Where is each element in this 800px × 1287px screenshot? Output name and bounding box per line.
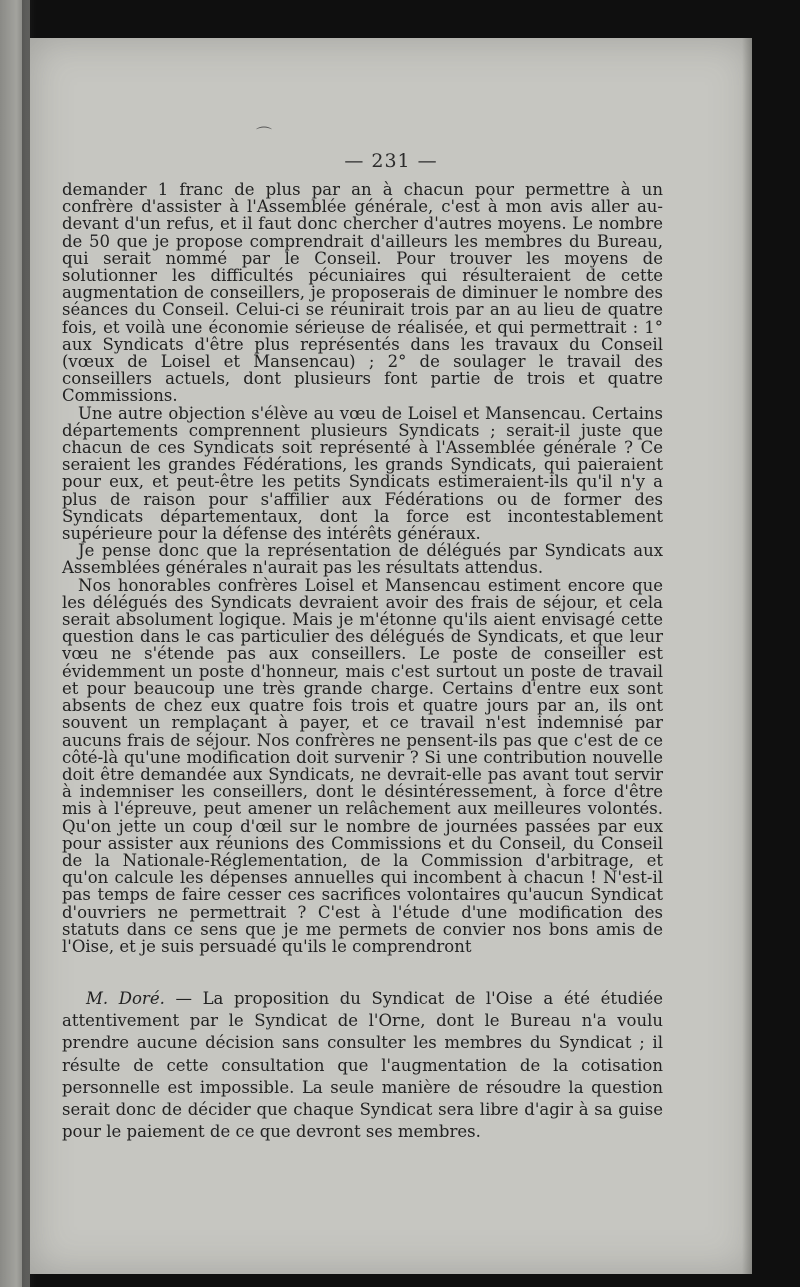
- dore-text: — La proposition du Syndicat de l'Oise a été étudiée attentivement par le Syndicat de l'Orne, dont le Bureau n'a voulu prendre aucune décision sans consulter les membres du Syndicat ; il résulte de cette consultation que l'augmentation de la cotisation personnelle est impossible. La seule manière de résoudre la question serait donc de décider que chaque Syndicat sera libre d'agir à sa guise pour le paiement de ce que devront ses membres.: [62, 989, 663, 1142]
- paragraph-frais-de-sejour: Nos honorables confrères Loisel et Mansencau estiment encore que les délégués des Syndicats devraient avoir des frais de séjour, et cela serait absolument logique. Mais je m'étonne qu'ils aient envisagé cette question dans le cas particulier des délégués de Syndicats, et que leur vœu ne s'étende pas aux conseillers. Le poste de conseiller est évidemment un poste d'honneur, mais c'est surtout un poste de travail et pour beaucoup une très grande charge. Certains d'entre eux sont absents de chez eux quatre fois trois et quatre jours par an, ils ont souvent un remplaçant à payer, et ce travail n'est indemnisé par aucuns frais de séjour. Nos confrères ne pensent-ils pas que c'est de ce côté-là qu'une modification doit survenir ? Si une contribution nouvelle doit être demandée aux Syndicats, ne devrait-elle pas avant tout servir à indemniser les conseillers, dont le désintéressement, à force d'être mis à l'épreuve, peut amener un relâchement aux meilleures volontés. Qu'on jette un coup d'œil sur le nombre de journées passées par eux pour assister aux réunions des Commissions et du Conseil, du Conseil de la Nationale-Réglementation, de la Commission d'arbitrage, et qu'on calcule les dépenses annuelles qui incombent à chacun ! N'est-il pas temps de faire cesser ces sacrifices volontaires qu'aucun Syndicat d'ouvriers ne permettrait ? C'est à l'étude d'une modification des statuts dans ce sens que je me permets de convier nos bons amis de l'Oise, et je suis persuadé qu'ils le comprendront: [62, 575, 663, 956]
- paragraph-conclusion: Je pense donc que la représentation de délégués par Syndicats aux Assemblées générales n'aurait pas les résultats attendus.: [62, 541, 663, 578]
- page-edge-shadow: [742, 38, 752, 1274]
- paragraph-continued: demander 1 franc de plus par an à chacun pour permettre à un confrère d'assister à l'Assemblée générale, c'est à mon avis aller au-devant d'un refus, et il faut donc chercher d'autres moyens. Le nombre de 50 que je propose comprendrait d'ailleurs les membres du Bureau, qui serait nommé par le Conseil. Pour trouver les moyens de solutionner les difficultés pécuniaires qui résulteraient de cette augmentation de conseillers, je proposerais de diminuer le nombre des séances du Conseil. Celui-ci se réunirait trois par an au lieu de quatre fois, et voilà une économie sérieuse de réalisée, et qui permettrait : 1° aux Syndicats d'être plus représentés dans les travaux du Conseil (vœux de Loisel et Mansencau) ; 2° de soulager le travail des conseillers actuels, dont plusieurs font partie de trois et quatre Commissions.: [62, 180, 663, 406]
- page-number: — 231 —: [344, 150, 438, 172]
- page-mark: ⌒: [256, 125, 273, 144]
- dore-paragraph: [62, 988, 663, 1143]
- paragraph-objection: Une autre objection s'élève au vœu de Loisel et Mansencau. Certains départements comprennent plusieurs Syndicats ; serait-il juste que chacun de ces Syndicats soit représenté à l'Assemblée générale ? Ce seraient les grandes Fédérations, les grands Syndicats, qui paieraient pour eux, et peut-être les petits Syndicats estimeraient-ils qu'il n'y a plus de raison pour s'affilier aux Fédérations ou de former des Syndicats départementaux, dont la force est incontestablement supérieure pour la défense des intérêts généraux.: [62, 403, 663, 544]
- speaker-name: M. Doré.: [86, 989, 165, 1008]
- book-page: [30, 38, 752, 1274]
- main-text: [62, 181, 663, 955]
- dore-intervention: [62, 988, 663, 1143]
